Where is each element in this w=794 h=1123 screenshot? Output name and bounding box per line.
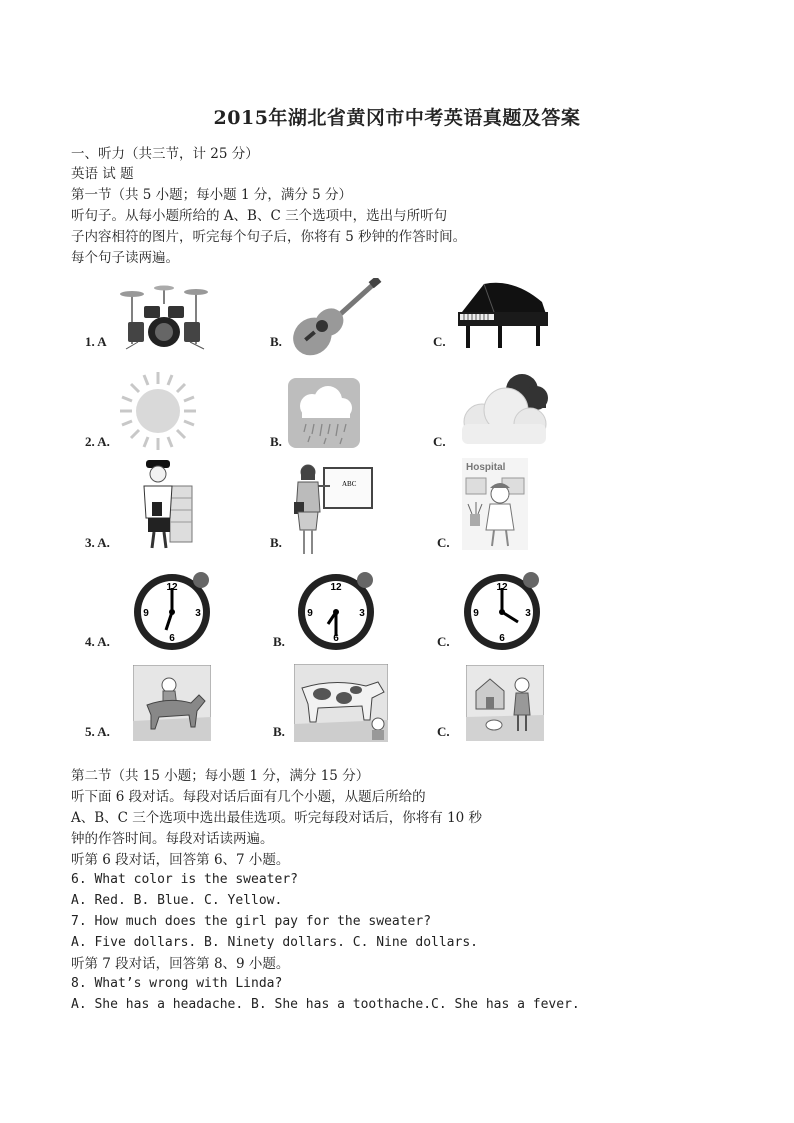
option-label: 3. A. [85, 535, 110, 550]
question-text: 8. What’s wrong with Linda? [71, 976, 283, 991]
guitar-icon [290, 278, 382, 356]
svg-text:3: 3 [195, 608, 201, 619]
svg-text:12: 12 [166, 582, 178, 593]
option-label: 2. A. [85, 434, 110, 449]
svg-text:3: 3 [359, 608, 365, 619]
option-label: C. [433, 434, 446, 449]
option-label: 5. A. [85, 724, 110, 739]
question-options: A. Red. B. Blue. C. Yellow. [71, 893, 283, 908]
svg-text:9: 9 [143, 608, 149, 619]
svg-text:ABC: ABC [342, 480, 357, 488]
paper-label: 英语 试 题 [71, 166, 134, 182]
part1-heading: 第一节（共 5 小题；每小题 1 分，满分 5 分） [71, 187, 353, 203]
dialog-heading: 听第 7 段对话，回答第 8、9 小题。 [71, 956, 290, 972]
question-options: A. She has a headache. B. She has a toothache.C. She has a fever. [71, 997, 580, 1012]
option-label: B. [270, 334, 282, 349]
alarm-clock-icon [294, 568, 378, 652]
sun-icon [118, 372, 198, 450]
svg-text:12: 12 [330, 582, 342, 593]
dialog-heading: 听第 6 段对话，回答第 6、7 小题。 [71, 852, 290, 868]
option-label: C. [437, 535, 450, 550]
option-label: C. [437, 634, 450, 649]
page-title: 2015年湖北省黄冈市中考英语真题及答案 [213, 107, 581, 129]
option-label: C. [437, 724, 450, 739]
svg-text:6: 6 [169, 633, 175, 644]
svg-text:9: 9 [307, 608, 313, 619]
part2-heading: 第二节（共 15 小题；每小题 1 分，满分 15 分） [71, 768, 370, 784]
alarm-clock-icon [460, 568, 544, 652]
farm-girl-icon [466, 665, 544, 741]
question-text: 6. What color is the sweater? [71, 872, 298, 887]
cloudy-icon [452, 370, 548, 446]
option-label: 4. A. [85, 634, 110, 649]
part2-instruction: 听下面 6 段对话。每段对话后面有几个小题，从题后所给的 [71, 789, 426, 805]
svg-text:Hospital: Hospital [466, 462, 506, 473]
svg-text:3: 3 [525, 608, 531, 619]
part1-instruction: 听句子。从每小题所给的 A、B、C 三个选项中，选出与所听句 [71, 208, 448, 224]
part1-instruction: 子内容相符的图片，听完每个句子后，你将有 5 秒钟的作答时间。 [71, 229, 467, 245]
option-label: B. [270, 535, 282, 550]
teacher-icon [290, 460, 374, 556]
horse-riding-icon [133, 665, 211, 741]
rain-cloud-icon [288, 378, 360, 448]
option-label: B. [273, 724, 285, 739]
option-label: 1. A [85, 334, 107, 349]
nurse-icon [462, 458, 528, 550]
option-label: B. [270, 434, 282, 449]
option-label: C. [433, 334, 446, 349]
option-label: B. [273, 634, 285, 649]
svg-text:6: 6 [333, 633, 339, 644]
svg-text:9: 9 [473, 608, 479, 619]
section1-heading: 一、听力（共三节，计 25 分） [71, 146, 259, 162]
question-options: A. Five dollars. B. Ninety dollars. C. Nine dollars. [71, 935, 478, 950]
piano-icon [454, 278, 550, 350]
question-text: 7. How much does the girl pay for the sweater? [71, 914, 432, 929]
part2-instruction: A、B、C 三个选项中选出最佳选项。听完每段对话后，你将有 10 秒 [71, 810, 483, 826]
drum-kit-icon [118, 284, 210, 350]
police-officer-icon [130, 458, 196, 552]
cow-icon [294, 664, 388, 742]
svg-text:6: 6 [499, 633, 505, 644]
svg-text:12: 12 [496, 582, 508, 593]
part1-instruction: 每个句子读两遍。 [71, 250, 179, 266]
alarm-clock-icon [130, 568, 214, 652]
part2-instruction: 钟的作答时间。每段对话读两遍。 [71, 831, 274, 847]
